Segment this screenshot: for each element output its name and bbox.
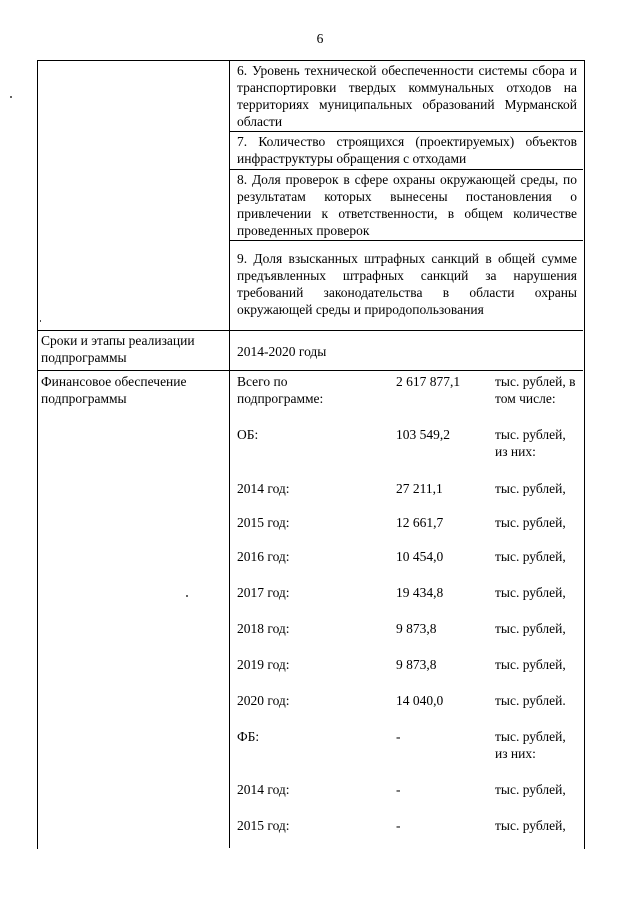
indicator-6: 6. Уровень технической обеспеченности системы сбора и транспортировки твердых коммунальных отходов на территориях муниципальных образований Мурманской области	[237, 63, 577, 129]
row-divider	[229, 169, 583, 170]
indicator-7: 7. Количество строящихся (проектируемых) объектов инфраструктуры обращения с отходами	[237, 134, 577, 166]
financing-row-value: 19 434,8	[396, 585, 444, 600]
financing-row-label: 2018 год:	[237, 621, 290, 636]
financing-row-label: 2014 год:	[237, 782, 290, 797]
financing-row-unit: тыс. рублей,	[495, 782, 566, 797]
financing-row-value: 2 617 877,1	[396, 374, 461, 389]
financing-row-label: 2015 год:	[237, 818, 290, 833]
page-number: 6	[316, 31, 324, 46]
row-divider	[229, 131, 583, 132]
financing-row-value: 12 661,7	[396, 515, 444, 530]
financing-row-label: 2016 год:	[237, 549, 290, 564]
financing-row-unit: тыс. рублей,	[495, 481, 566, 496]
row-divider	[229, 240, 583, 241]
financing-row-label: 2020 год:	[237, 693, 290, 708]
financing-row-value: -	[396, 818, 401, 833]
financing-row-label: ФБ:	[237, 729, 260, 744]
timeline-label: Сроки и этапы реализации подпрограммы	[41, 333, 195, 365]
financing-row-unit: тыс. рублей,	[495, 621, 566, 636]
scan-speck	[40, 320, 41, 322]
financing-row-label: 2017 год:	[237, 585, 290, 600]
financing-row-label: 2019 год:	[237, 657, 290, 672]
financing-row-unit: тыс. рублей,	[495, 549, 566, 564]
scan-speck	[10, 96, 12, 98]
column-divider	[229, 60, 230, 848]
row-divider	[37, 370, 583, 371]
financing-row-label: Всего по подпрограмме:	[237, 374, 324, 406]
financing-row-value: 27 211,1	[396, 481, 443, 496]
indicator-9: 9. Доля взысканных штрафных санкций в общей сумме предъявленных штрафных санкций за нарушения требований законодательства в области охраны окружающей среды и природопользования	[237, 251, 577, 317]
financing-row-unit: тыс. рублей,	[495, 585, 566, 600]
financing-row-value: 103 549,2	[396, 427, 450, 442]
financing-row-unit: тыс. рублей.	[495, 693, 566, 708]
financing-row-unit: тыс. рублей, в том числе:	[495, 374, 576, 406]
indicator-8: 8. Доля проверок в сфере охраны окружающей среды, по результатам которых вынесены постановления о привлечении к ответственности, в общем количестве проведенных проверок	[237, 172, 577, 238]
financing-row-value: -	[396, 782, 401, 797]
scan-speck	[186, 595, 188, 597]
financing-row-value: -	[396, 729, 401, 744]
financing-row-value: 10 454,0	[396, 549, 444, 564]
financing-row-unit: тыс. рублей,	[495, 657, 566, 672]
financing-row-value: 9 873,8	[396, 657, 437, 672]
financing-row-label: ОБ:	[237, 427, 259, 442]
financing-row-label: 2015 год:	[237, 515, 290, 530]
financing-row-label: 2014 год:	[237, 481, 290, 496]
financing-row-unit: тыс. рублей, из них:	[495, 427, 566, 459]
financing-row-unit: тыс. рублей,	[495, 818, 566, 833]
financing-row-value: 14 040,0	[396, 693, 444, 708]
financing-row-unit: тыс. рублей, из них:	[495, 729, 566, 761]
timeline-value: 2014-2020 годы	[237, 344, 327, 359]
financing-row-value: 9 873,8	[396, 621, 437, 636]
financing-label: Финансовое обеспечение подпрограммы	[41, 374, 187, 406]
financing-row-unit: тыс. рублей,	[495, 515, 566, 530]
row-divider	[37, 330, 583, 331]
